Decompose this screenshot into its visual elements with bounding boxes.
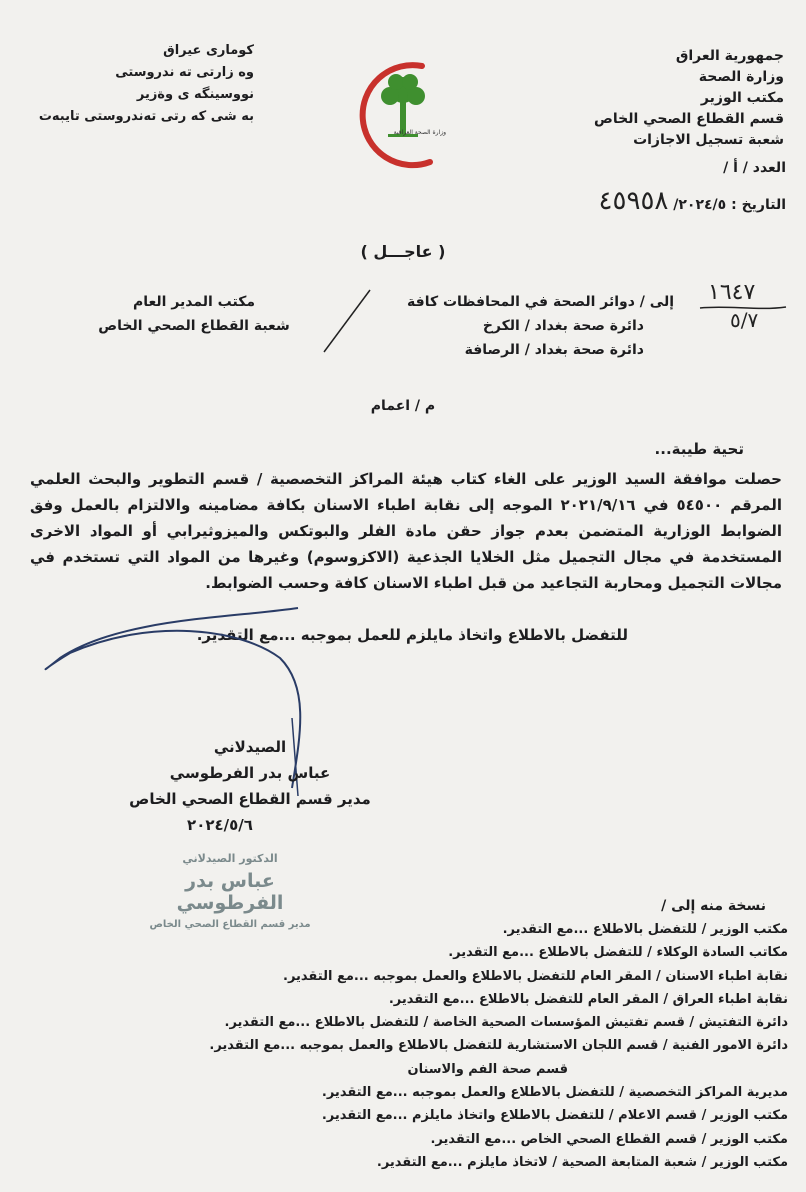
ministry-logo [350, 58, 460, 173]
registry-handwriting [690, 280, 800, 340]
urgent-label: ( عاجـــل ) [360, 242, 446, 261]
registry-number: ١٦٤٧ [708, 280, 756, 305]
sender-block [64, 290, 324, 338]
header-line: وزارة الصحة [698, 69, 784, 85]
sender-line: شعبة القطاع الصحي الخاص [98, 318, 290, 334]
signer-title: الصيدلاني [213, 738, 287, 756]
cc-list [68, 918, 788, 1174]
number-line [723, 160, 786, 176]
recipients-block [374, 290, 674, 362]
cc-item: مكاتب السادة الوكلاء / للتفضل بالاطلاع ...مع التقدير. [448, 945, 788, 961]
cc-item: دائرة التفتيش / قسم تفتيش المؤسسات الصحية الخاصة / للتفضل بالاطلاع ...مع التقدير. [224, 1015, 788, 1031]
header-line: به شی كه رتی تەندروستی تایبەت [38, 109, 254, 124]
cc-item: مديرية المراكز التخصصية / للتفضل بالاطلاع والعمل بموجبه ...مع التقدير. [321, 1085, 788, 1101]
cc-title: نسخة منه إلى / [661, 898, 766, 914]
registry-date: ٥/٧ [730, 308, 759, 332]
number-label: العدد / أ / [723, 160, 786, 176]
cc-item: مكتب الوزير / قسم الاعلام / للتفضل بالاطلاع واتخاذ مايلزم ...مع التقدير. [321, 1108, 788, 1124]
header-line: كوماری عیراق [163, 43, 254, 58]
date-value: ٢٠٢٤/٥/ [673, 197, 727, 213]
divider-slash [318, 286, 378, 356]
recipient-line: دائرة صحة بغداد / الرصافة [464, 342, 644, 358]
date-label: التاريخ : [731, 197, 786, 213]
recipient-line: إلى / دوائر الصحة في المحافظات كافة [407, 294, 674, 310]
header-kurdish [14, 40, 254, 128]
header-line: وه زارتی ته ندروستی [115, 65, 254, 80]
date-line [599, 186, 786, 216]
sender-line: مكتب المدير العام [132, 294, 256, 310]
recipient-line: دائرة صحة بغداد / الكرخ [482, 318, 644, 334]
cc-item: قسم صحة الفم والاسنان [407, 1061, 568, 1077]
logo-caption: وزارة الصحة العراقية [393, 129, 446, 136]
stamp-line: مدير قسم القطاع الصحي الخاص [149, 919, 311, 930]
cc-item: مكتب الوزير / شعبة المتابعة الصحية / لاتخاذ مايلزم ...مع التقدير. [376, 1154, 788, 1170]
registry-underline [698, 304, 788, 312]
signer-name: عباس بدر الفرطوسي [169, 764, 331, 782]
header-line: شعبة تسجيل الاجازات [633, 132, 784, 148]
stamp-line: عباس بدر الفرطوسي [176, 870, 284, 914]
header-line: نووسینگه ی وةزیر [136, 87, 254, 102]
greeting: تحية طيبة... [654, 440, 744, 458]
subject-line: م / اعمام [370, 398, 436, 414]
header-line: مكتب الوزير [700, 90, 784, 106]
header-arabic [544, 46, 784, 151]
header-line: جمهورية العراق [675, 48, 784, 64]
letter-body: حصلت موافقة السيد الوزير على الغاء كتاب هيئة المراكز التخصصية / قسم التطوير والبحث العلمي المرقم ٥٤٥٠٠ في ٢٠٢١/٩/١٦ الموجه إلى نقابة اطباء الاسنان بكافة مضامينه والالتزام بالعمل وفق الضوابط الوزارية المتضمن بعدم جواز حقن مادة الفلر والبوتكس والميزوثيرابي أو المواد الاخرى المستخدمة في مجال التجميل مثل الخلايا الجذعية (الاكزوسوم) وغيرها من المواد التي تستخدم في مجالات التجميل ومحاربة التجاعيد من قبل اطباء الاسنان كافة وحسب الضوابط. [30, 470, 783, 592]
signature-date: ٢٠٢٤/٥/٦ [187, 816, 253, 834]
signer-position: مدير قسم القطاع الصحي الخاص [129, 790, 371, 808]
cc-item: مكتب الوزير / للتفضل بالاطلاع ...مع التقدير. [502, 922, 788, 937]
number-value-handwritten: ٤٥٩٥٨ [598, 186, 669, 216]
cc-item: دائرة الامور الفنية / قسم اللجان الاستشارية للتفضل بالاطلاع والعمل بموجبه ...مع التقدير. [209, 1038, 788, 1054]
closing-line: للتفضل بالاطلاع واتخاذ مايلزم للعمل بموجبه ...مع التقدير. [196, 626, 628, 644]
stamp-line: الدكتور الصيدلاني [182, 852, 278, 865]
cc-item: نقابة اطباء العراق / المقر العام للتفضل بالاطلاع ...مع التقدير. [388, 991, 788, 1007]
signature-block [100, 734, 400, 838]
cc-item: نقابة اطباء الاسنان / المقر العام للتفضل بالاطلاع والعمل بموجبه ...مع التقدير. [283, 968, 788, 984]
header-line: قسم القطاع الصحي الخاص [594, 111, 784, 127]
cc-item: مكتب الوزير / قسم القطاع الصحي الخاص ...مع التقدير. [430, 1131, 788, 1147]
